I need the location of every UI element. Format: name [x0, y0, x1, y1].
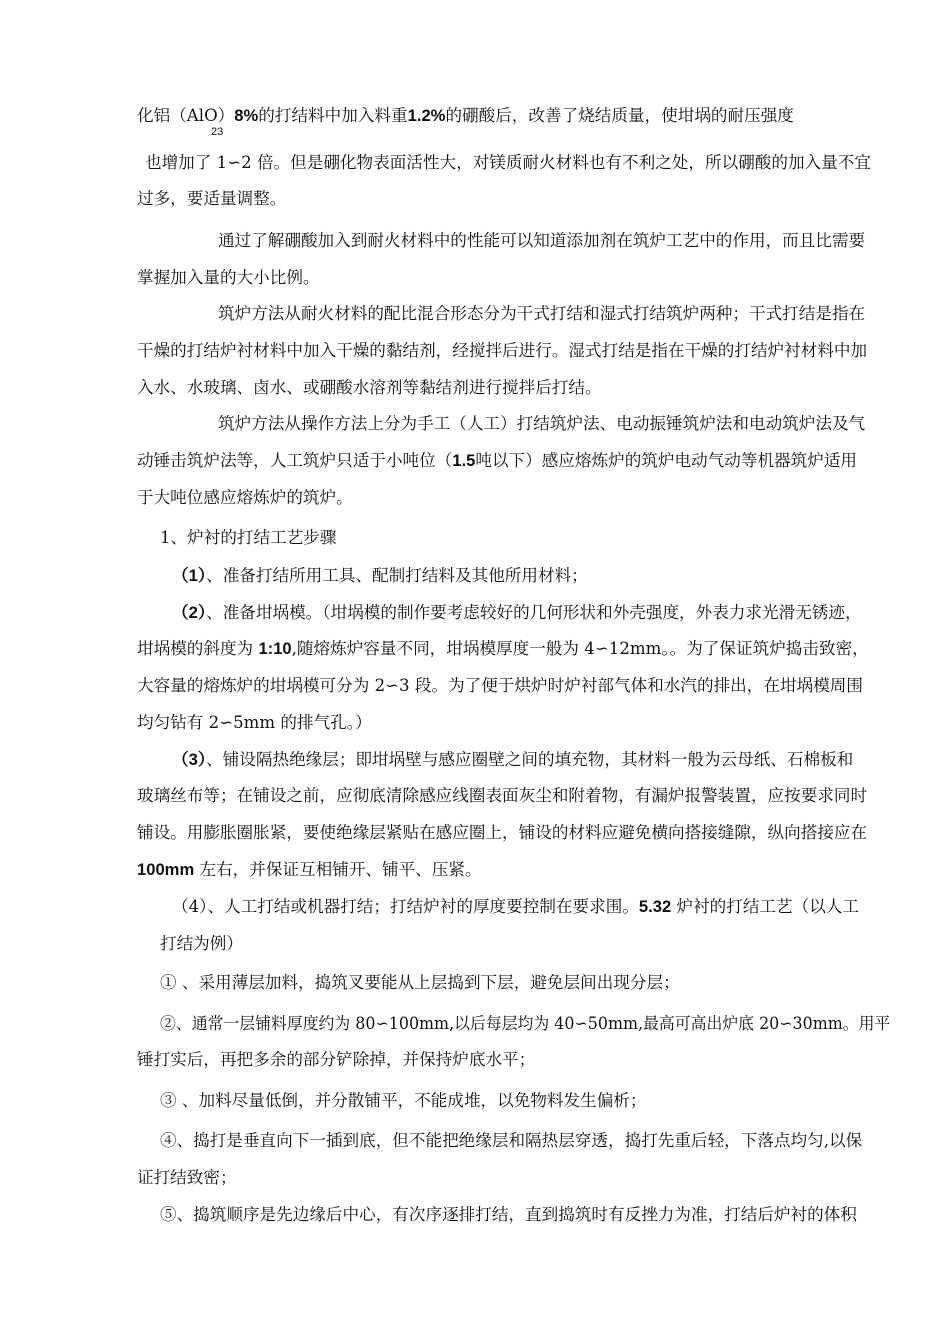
text-line	[137, 676, 863, 696]
text-line	[137, 860, 482, 880]
text-line	[218, 304, 865, 324]
text-run: 5.32	[638, 897, 672, 916]
text-run: 化铝（AlO	[137, 106, 218, 125]
text-run: 干燥的打结炉衬材料中加入干燥的黏结剂，经搅拌后进行。湿式打结是指在干燥的打结炉衬材料中加	[137, 341, 868, 360]
text-run: ③ 、加料尽量低倒，并分散铺平，不能成堆，以免物料发生偏析；	[160, 1091, 647, 1110]
text-run: 均匀钻有 2∽5mm 的排气孔。）	[137, 713, 372, 732]
section-heading	[160, 528, 337, 548]
text-run: 锤打实后，再把多余的部分铲除掉，并保持炉底水平；	[137, 1050, 536, 1069]
text-run: 也增加了 1∽2 倍。但是硼化物表面活性大，对镁质耐火材料也有不利之处，所以硼酸的加入量不宜	[145, 153, 871, 172]
text-run: 铺设。用膨胀圈胀紧，要使绝缘层紧贴在感应圈上，铺设的材料应避免横向搭接缝隙，纵向搭接应在	[137, 823, 868, 842]
text-run: 筑炉方法从操作方法上分为手工（人工）打结筑炉法、电动振锤筑炉法和电动筑炉法及气	[218, 414, 866, 433]
text-run: ① 、采用薄层加料，捣筑叉要能从上层捣到下层，避免层间出现分层；	[160, 973, 680, 992]
text-line	[218, 414, 865, 434]
text-run: 左右，并保证互相铺开、铺平、压紧。	[194, 860, 482, 879]
text-run: ）	[217, 106, 235, 125]
text-run: 、准备打结所用工具、配制打结料及其他所用材料；	[206, 566, 588, 585]
text-line	[137, 713, 372, 733]
text-run: 1:10	[258, 639, 292, 658]
text-run: ⑤、捣筑顺序是先边缘后中心，有次序逐排打结，直到捣筑时有反挫力为准，打结后炉衬的体积	[160, 1205, 857, 1224]
text-run: （4）、人工打结或机器打结；打结炉衬的厚度要控制在要求围。	[172, 897, 639, 916]
text-run: 过多，要适量调整。	[137, 189, 287, 208]
text-line	[137, 1050, 535, 1070]
text-run: （1）	[172, 566, 207, 585]
text-line	[218, 231, 865, 251]
text-run: 入水、水玻璃、卤水、或硼酸水溶剂等黏结剂进行搅拌后打结。	[137, 378, 602, 397]
text-run: 动锤击筑炉法等，人工筑炉只适于小吨位（	[137, 451, 453, 470]
text-line	[160, 1014, 890, 1034]
text-run: 的硼酸后，改善了烧结质量，使坩埚的耐压强度	[445, 106, 794, 125]
text-run: （3）	[172, 750, 207, 769]
text-run: 炉衬的打结工艺（以人工	[671, 897, 859, 916]
text-run: 于大吨位感应熔炼炉的筑炉。	[137, 488, 353, 507]
text-run: 、准备坩埚模。（坩埚模的制作要考虑较好的几何形状和外壳强度，外表力求光滑无锈迹，	[206, 603, 862, 622]
text-run: 通过了解硼酸加入到耐火材料中的性能可以知道添加剂在筑炉工艺中的作用，而且比需要	[218, 231, 866, 250]
text-run: 、铺设隔热绝缘层；即坩埚壁与感应圈壁之间的填充物，其材料一般为云母纸、石棉板和	[206, 750, 854, 769]
text-run: 掌握加入量的大小比例。	[137, 268, 320, 287]
text-line	[137, 1168, 237, 1188]
text-run: ,随熔炼炉容量不同，坩埚模厚度一般为 4∽12mm。。为了保证筑炉捣击致密，	[291, 639, 869, 658]
text-line	[137, 378, 602, 398]
subscript: 23	[211, 126, 224, 138]
text-run: ④、捣打是垂直向下一插到底，但不能把绝缘层和隔热层穿透，捣打先重后轻，下落点均匀,以保	[160, 1131, 863, 1150]
text-run: 筑炉方法从耐火材料的配比混合形态分为干式打结和湿式打结筑炉两种；干式打结是指在	[218, 304, 866, 323]
text-line	[160, 1091, 647, 1111]
text-line	[137, 823, 867, 843]
text-run: 坩埚模的斜度为	[137, 639, 259, 658]
text-run: 吨以下）感应熔炼炉的筑炉电动气动等机器筑炉适用	[475, 451, 858, 470]
text-line	[137, 106, 794, 126]
text-run: 玻璃丝布等；在铺设之前，应彻底清除感应线圈表面灰尘和附着物，有漏炉报警装置，应按要求同时	[137, 786, 868, 805]
text-run: 1.5	[452, 451, 476, 470]
text-run: 1.2%	[407, 106, 446, 125]
text-line	[172, 750, 853, 770]
text-line	[137, 341, 867, 361]
text-run: （2）	[172, 603, 207, 622]
text-line	[137, 786, 867, 806]
text-run: 打结为例）	[160, 934, 243, 953]
text-run: 1、炉衬的打结工艺步骤	[160, 528, 337, 547]
text-run: 8%	[234, 106, 259, 125]
text-run: 证打结致密；	[137, 1168, 237, 1187]
text-line	[137, 639, 869, 659]
text-line	[172, 603, 862, 623]
text-line	[137, 488, 353, 508]
text-run: ②、通常一层铺料厚度约为 80∽100mm,以后每层均为 40∽50mm,最高可高出炉底 20∽30mm。用平	[160, 1014, 891, 1033]
text-line	[172, 897, 859, 917]
text-line	[145, 153, 871, 173]
text-run: 100mm	[137, 860, 195, 879]
text-line	[160, 1131, 862, 1151]
text-line	[160, 934, 243, 954]
text-line	[137, 451, 857, 471]
text-line	[160, 1205, 857, 1225]
text-line	[137, 189, 286, 209]
text-line	[137, 268, 320, 288]
text-run: 的打结料中加入料重	[258, 106, 408, 125]
text-line	[172, 566, 588, 586]
text-run: 大容量的熔炼炉的坩埚模可分为 2∽3 段。为了便于烘炉时炉衬部气体和水汽的排出，在坩埚模周围	[137, 676, 863, 695]
text-line	[160, 973, 680, 993]
